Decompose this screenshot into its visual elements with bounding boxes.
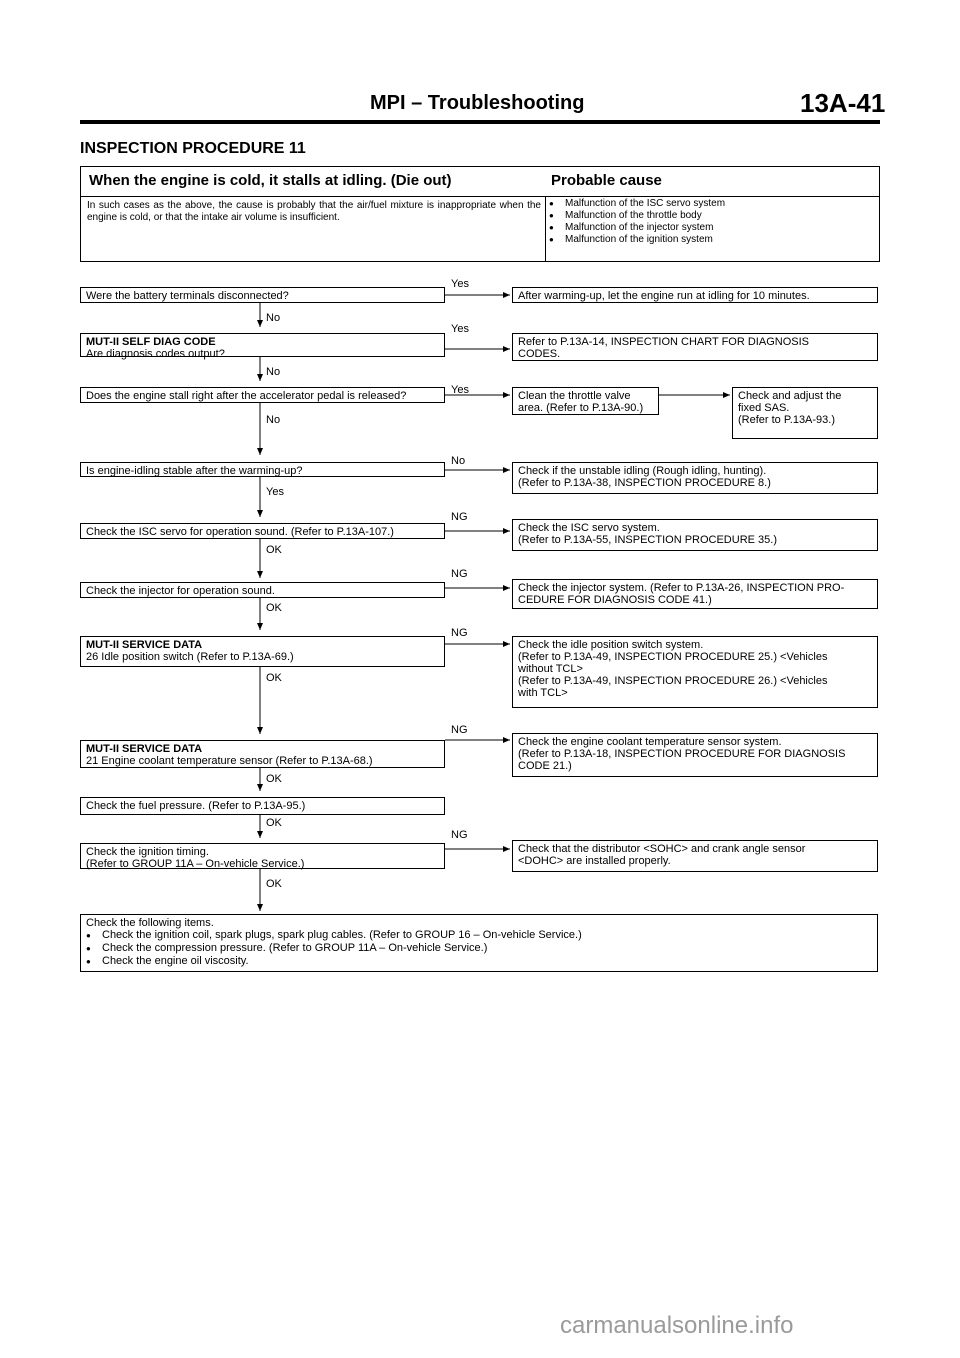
branch-label-ng: NG (451, 724, 468, 736)
cause-item: ● Malfunction of the ISC servo system (549, 198, 725, 210)
step-fuel-pressure (80, 797, 445, 815)
step-stall-after-pedal (80, 387, 445, 403)
step-injector-sound (80, 582, 445, 598)
result-clean-throttle (512, 387, 659, 415)
result-text: Check the idle position switch system. (518, 639, 704, 651)
step-battery-terminals (80, 287, 445, 303)
branch-label-ng: NG (451, 511, 468, 523)
cause-item: ● Malfunction of the ignition system (549, 234, 725, 246)
check-item: ● Check the compression pressure. (Refer to GROUP 11A – On-vehicle Service.) (86, 942, 872, 955)
step-text: Check the ISC servo for operation sound. (Refer to P.13A-107.) (86, 526, 394, 538)
step-self-diag-code (80, 333, 445, 360)
step-isc-servo-sound (80, 523, 445, 539)
step-service-data-21 (80, 740, 445, 768)
step-text: Does the engine stall right after the accelerator pedal is released? (86, 390, 407, 402)
result-warm-up-idle (512, 287, 878, 303)
page-code: 13A-41 (800, 88, 886, 118)
symptom-heading: When the engine is cold, it stalls at idling. (Die out) (89, 172, 452, 189)
step-text: Are diagnosis codes output? (86, 348, 225, 360)
branch-label-no: No (266, 366, 281, 378)
branch-label-yes: Yes (451, 323, 469, 335)
result-text: (Refer to P.13A-93.) (738, 414, 836, 426)
result-text: CEDURE FOR DIAGNOSIS CODE 41.) (518, 594, 712, 606)
branch-label-ok: OK (266, 544, 282, 556)
branch-label-no: No (266, 312, 281, 324)
branch-label-ng: NG (451, 568, 468, 580)
result-isc-servo-system (512, 519, 878, 551)
watermark: carmanualsonline.info (560, 1312, 794, 1339)
probable-cause-heading: Probable cause (551, 172, 662, 189)
result-text: (Refer to P.13A-38, INSPECTION PROCEDURE 8.) (518, 477, 771, 489)
step-text: Is engine-idling stable after the warming-up? (86, 465, 303, 477)
step-title: MUT-II SERVICE DATA (86, 743, 203, 755)
result-text: CODES. (518, 348, 561, 360)
result-text: Clean the throttle valve (518, 390, 631, 402)
step-text: Check the following items. (86, 917, 214, 929)
cause-item: ● Malfunction of the injector system (549, 222, 725, 234)
result-idle-position-switch (512, 636, 878, 708)
result-coolant-temp-sensor (512, 733, 878, 777)
result-diag-chart (512, 333, 878, 361)
result-text: Check the injector system. (Refer to P.13A-26, INSPECTION PRO- (518, 582, 845, 594)
result-text: without TCL> (518, 663, 583, 675)
page-title: MPI – Troubleshooting (370, 92, 585, 114)
result-text: fixed SAS. (738, 402, 790, 414)
step-idle-stable (80, 462, 445, 477)
check-item-list (86, 929, 872, 968)
result-text: <DOHC> are installed properly. (518, 855, 671, 867)
result-text: Refer to P.13A-14, INSPECTION CHART FOR DIAGNOSIS (518, 336, 809, 348)
result-text: Check and adjust the (738, 390, 842, 402)
result-text: Check if the unstable idling (Rough idling, hunting). (518, 465, 767, 477)
result-unstable-idling (512, 462, 878, 494)
branch-label-yes: Yes (266, 486, 284, 498)
branch-label-ok: OK (266, 878, 282, 890)
step-check-following-items (80, 914, 878, 972)
check-item: ● Check the ignition coil, spark plugs, spark plug cables. (Refer to GROUP 16 – On-vehicle Service.) (86, 929, 872, 942)
result-text: Check the engine coolant temperature sensor system. (518, 736, 782, 748)
step-ignition-timing (80, 843, 445, 869)
step-text: 26 Idle position switch (Refer to P.13A-69.) (86, 651, 294, 663)
branch-label-ng: NG (451, 829, 468, 841)
result-injector-system (512, 579, 878, 609)
result-text: CODE 21.) (518, 760, 572, 772)
cause-item: ● Malfunction of the throttle body (549, 210, 725, 222)
result-distributor-sensor (512, 840, 878, 872)
check-item: ● Check the engine oil viscosity. (86, 955, 872, 968)
result-text: Check the ISC servo system. (518, 522, 660, 534)
result-text: After warming-up, let the engine run at idling for 10 minutes. (518, 290, 810, 302)
step-title: MUT-II SELF DIAG CODE (86, 336, 216, 348)
step-title: MUT-II SERVICE DATA (86, 639, 203, 651)
branch-label-no: No (451, 455, 466, 467)
result-text: (Refer to P.13A-18, INSPECTION PROCEDURE FOR DIAGNOSIS (518, 748, 846, 760)
step-text: Check the fuel pressure. (Refer to P.13A-95.) (86, 800, 306, 812)
result-text: (Refer to P.13A-55, INSPECTION PROCEDURE 35.) (518, 534, 777, 546)
step-text: Were the battery terminals disconnected? (86, 290, 289, 302)
branch-label-no: No (266, 414, 281, 426)
branch-label-yes: Yes (451, 384, 469, 396)
result-text: (Refer to P.13A-49, INSPECTION PROCEDURE 25.) <Vehicles (518, 651, 828, 663)
branch-label-ok: OK (266, 817, 282, 829)
result-text: with TCL> (518, 687, 568, 699)
result-text: (Refer to P.13A-49, INSPECTION PROCEDURE 26.) <Vehicles (518, 675, 828, 687)
branch-label-ok: OK (266, 672, 282, 684)
step-text: Check the injector for operation sound. (86, 585, 275, 597)
step-text: 21 Engine coolant temperature sensor (Refer to P.13A-68.) (86, 755, 373, 767)
procedure-title: INSPECTION PROCEDURE 11 (80, 140, 306, 157)
step-service-data-26 (80, 636, 445, 667)
branch-label-ng: NG (451, 627, 468, 639)
step-text: Check the ignition timing. (86, 846, 209, 858)
branch-label-ok: OK (266, 602, 282, 614)
result-text: Check that the distributor <SOHC> and crank angle sensor (518, 843, 806, 855)
result-adjust-sas (732, 387, 878, 439)
branch-label-ok: OK (266, 773, 282, 785)
step-text: (Refer to GROUP 11A – On-vehicle Service.) (86, 858, 305, 870)
result-text: area. (Refer to P.13A-90.) (518, 402, 644, 414)
symptom-description: In such cases as the above, the cause is probably that the air/fuel mixture is inappropriate when the engine is cold, or that the intake air volume is insufficient. (87, 200, 541, 223)
branch-label-yes: Yes (451, 278, 469, 290)
